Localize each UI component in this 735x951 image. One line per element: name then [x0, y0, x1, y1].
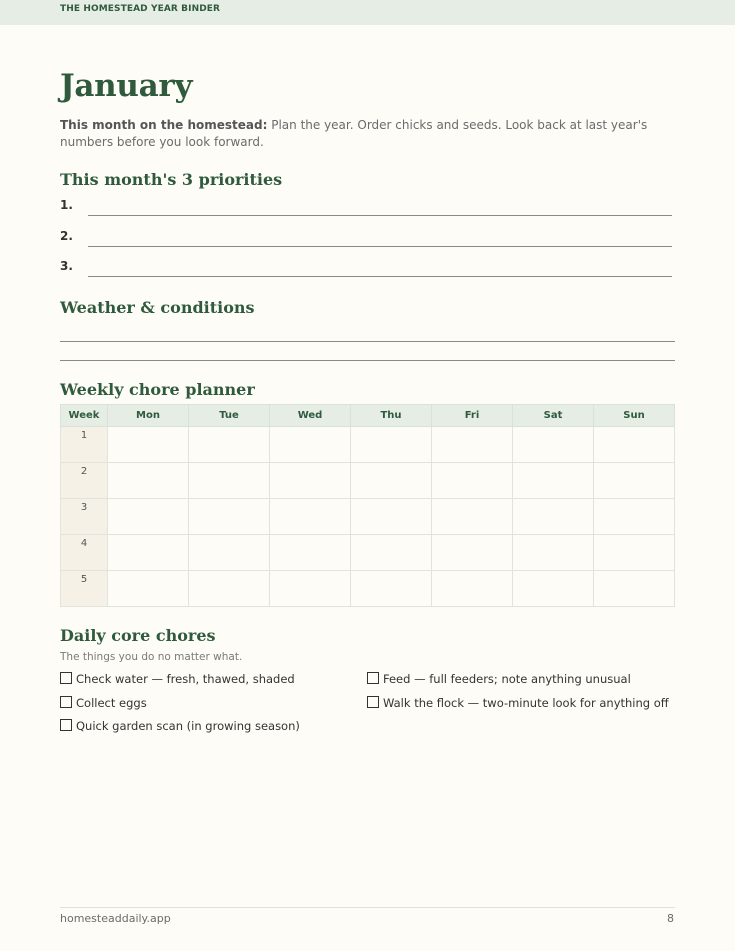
- column-header-mon: Mon: [108, 405, 189, 427]
- chore-cell[interactable]: [594, 427, 675, 463]
- table-row: [61, 463, 675, 499]
- column-header-tue: Tue: [189, 405, 270, 427]
- binder-header-bar: [0, 0, 735, 25]
- chore-item: [367, 696, 669, 710]
- column-header-sun: Sun: [594, 405, 675, 427]
- chore-item: [60, 696, 147, 710]
- chore-label: Quick garden scan (in growing season): [76, 719, 300, 733]
- chore-label: Walk the flock — two-minute look for anything off: [383, 696, 669, 710]
- intro-label: This month on the homestead:: [60, 118, 268, 132]
- week-number: 2: [61, 463, 108, 499]
- chore-cell[interactable]: [189, 535, 270, 571]
- chore-cell[interactable]: [351, 571, 432, 607]
- chore-cell[interactable]: [189, 427, 270, 463]
- footer-divider: [60, 907, 675, 908]
- month-title: January: [60, 68, 193, 104]
- column-header-fri: Fri: [432, 405, 513, 427]
- daily-chores-subtitle: The things you do no matter what.: [60, 651, 243, 663]
- chore-checkbox[interactable]: [367, 696, 379, 708]
- month-intro: [60, 117, 670, 151]
- chore-label: Check water — fresh, thawed, shaded: [76, 672, 295, 686]
- chore-label: Collect eggs: [76, 696, 147, 710]
- chore-item: [60, 719, 300, 733]
- table-row: [61, 427, 675, 463]
- weather-line-1[interactable]: [60, 341, 675, 342]
- chore-cell[interactable]: [270, 535, 351, 571]
- planner-heading: Weekly chore planner: [60, 380, 255, 399]
- chore-cell[interactable]: [513, 499, 594, 535]
- column-header-week: Week: [61, 405, 108, 427]
- chore-cell[interactable]: [594, 499, 675, 535]
- week-number: 3: [61, 499, 108, 535]
- chore-cell[interactable]: [108, 571, 189, 607]
- chore-cell[interactable]: [432, 427, 513, 463]
- chore-checkbox[interactable]: [60, 672, 72, 684]
- chore-cell[interactable]: [351, 427, 432, 463]
- chore-cell[interactable]: [432, 535, 513, 571]
- weather-line-2[interactable]: [60, 360, 675, 361]
- footer-site[interactable]: homesteaddaily.app: [60, 912, 171, 925]
- priorities-heading: This month's 3 priorities: [60, 170, 283, 189]
- binder-title: THE HOMESTEAD YEAR BINDER: [60, 4, 221, 14]
- chore-cell[interactable]: [513, 535, 594, 571]
- table-row: [61, 571, 675, 607]
- chore-cell[interactable]: [270, 463, 351, 499]
- priority-line-1[interactable]: [88, 215, 672, 216]
- week-number: 4: [61, 535, 108, 571]
- chore-checkbox[interactable]: [60, 696, 72, 708]
- chore-cell[interactable]: [189, 499, 270, 535]
- table-row: [61, 499, 675, 535]
- priority-number-3: 3.: [60, 259, 73, 273]
- priority-number-1: 1.: [60, 198, 73, 212]
- chore-cell[interactable]: [108, 427, 189, 463]
- intro-text: Plan the year. Order chicks and seeds. Look back at last year's numbers before you look forward.: [60, 118, 648, 149]
- chore-cell[interactable]: [594, 571, 675, 607]
- column-header-sat: Sat: [513, 405, 594, 427]
- chore-cell[interactable]: [351, 463, 432, 499]
- chore-label: Feed — full feeders; note anything unusual: [383, 672, 631, 686]
- daily-chores-heading: Daily core chores: [60, 626, 216, 645]
- table-header-row: [61, 405, 675, 427]
- chore-cell[interactable]: [270, 499, 351, 535]
- chore-item: [367, 672, 631, 686]
- priority-number-2: 2.: [60, 229, 73, 243]
- chore-item: [60, 672, 295, 686]
- chore-cell[interactable]: [432, 463, 513, 499]
- week-number: 1: [61, 427, 108, 463]
- priority-line-2[interactable]: [88, 246, 672, 247]
- weather-heading: Weather & conditions: [60, 298, 255, 317]
- priority-line-3[interactable]: [88, 276, 672, 277]
- chore-cell[interactable]: [189, 571, 270, 607]
- chore-cell[interactable]: [108, 499, 189, 535]
- chore-checkbox[interactable]: [60, 719, 72, 731]
- chore-cell[interactable]: [594, 463, 675, 499]
- chore-cell[interactable]: [351, 535, 432, 571]
- column-header-wed: Wed: [270, 405, 351, 427]
- chore-cell[interactable]: [108, 463, 189, 499]
- chore-cell[interactable]: [189, 463, 270, 499]
- chore-cell[interactable]: [513, 463, 594, 499]
- chore-cell[interactable]: [432, 499, 513, 535]
- table-row: [61, 535, 675, 571]
- chore-cell[interactable]: [351, 499, 432, 535]
- chore-cell[interactable]: [270, 427, 351, 463]
- chore-cell[interactable]: [513, 571, 594, 607]
- chore-cell[interactable]: [513, 427, 594, 463]
- column-header-thu: Thu: [351, 405, 432, 427]
- weekly-chore-table: [60, 404, 675, 607]
- page-number: 8: [667, 912, 674, 925]
- chore-checkbox[interactable]: [367, 672, 379, 684]
- chore-cell[interactable]: [108, 535, 189, 571]
- chore-cell[interactable]: [594, 535, 675, 571]
- week-number: 5: [61, 571, 108, 607]
- chore-cell[interactable]: [432, 571, 513, 607]
- chore-cell[interactable]: [270, 571, 351, 607]
